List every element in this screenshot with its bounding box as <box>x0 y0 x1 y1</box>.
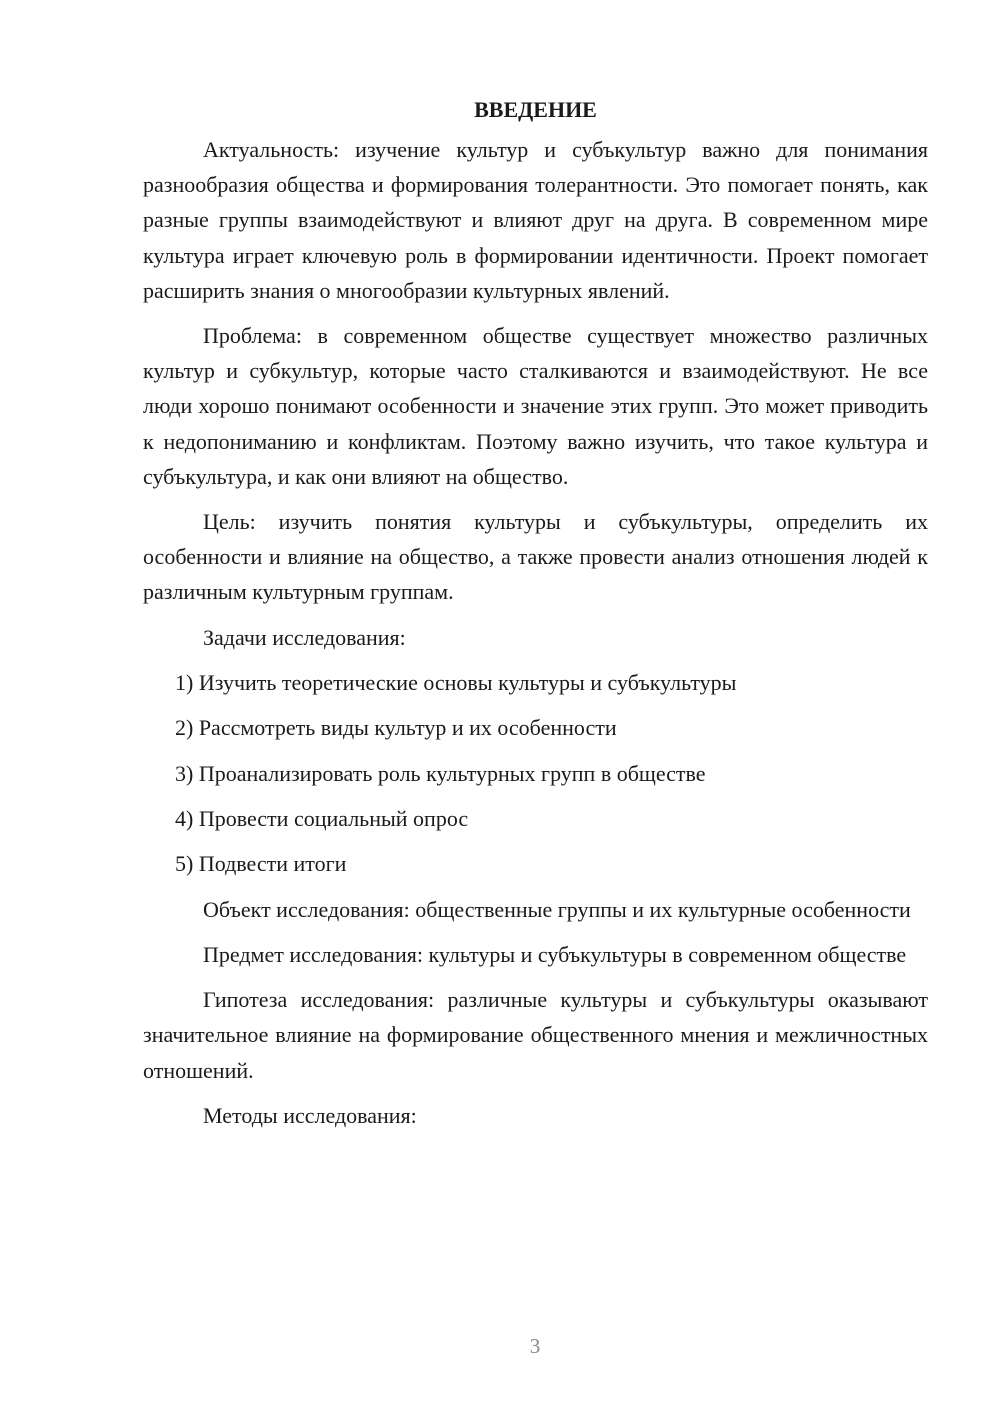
page-number: 3 <box>529 1334 541 1358</box>
tasks-title: Задачи исследования: <box>203 624 406 650</box>
paragraph-subject: Предмет исследования: культуры и субъкультуры в современном обществе <box>203 942 907 967</box>
task-item: 1) Изучить теоретические основы культуры и субъкультуры <box>175 669 737 695</box>
task-list <box>143 665 928 882</box>
paragraph-problem: Проблема: в современном обществе существует множество различных культур и субкультур, которые часто сталкиваются и взаимодействуют. Не все люди хорошо понимают особенности и значение этих групп. Это может приводить к недопониманию и конфликтам. Поэтому важно изучить, что такое культура и субъкультура, и как они влияют на общество. <box>143 323 928 489</box>
task-item: 4) Провести социальный опрос <box>175 806 469 832</box>
task-item: 3) Проанализировать роль культурных групп в обществе <box>175 760 706 786</box>
task-item: 5) Подвести итоги <box>175 851 347 877</box>
page-content <box>143 92 928 1143</box>
paragraph-object: Объект исследования: общественные группы и их культурные особенности <box>203 896 911 922</box>
section-heading: ВВЕДЕНИЕ <box>474 97 597 122</box>
paragraph-hypothesis: Гипотеза исследования: различные культуры и субъкультуры оказывают значительное влияние на формирование общественного мнения и межличностных отношений. <box>143 987 928 1083</box>
methods-title: Методы исследования: <box>203 1102 417 1128</box>
paragraph-relevance: Актуальность: изучение культур и субъкультур важно для понимания разнообразия общества и формирования толерантности. Это помогает понять, как разные группы взаимодействуют и влияют друг на друга. В современном мире культура играет ключевую роль в формировании идентичности. Проект помогает расширить знания о многообразии культурных явлений. <box>143 137 928 303</box>
paragraph-goal: Цель: изучить понятия культуры и субъкультуры, определить их особенности и влияние на общество, а также провести анализ отношения людей к различным культурным группам. <box>143 509 928 605</box>
task-item: 2) Рассмотреть виды культур и их особенности <box>175 715 617 741</box>
